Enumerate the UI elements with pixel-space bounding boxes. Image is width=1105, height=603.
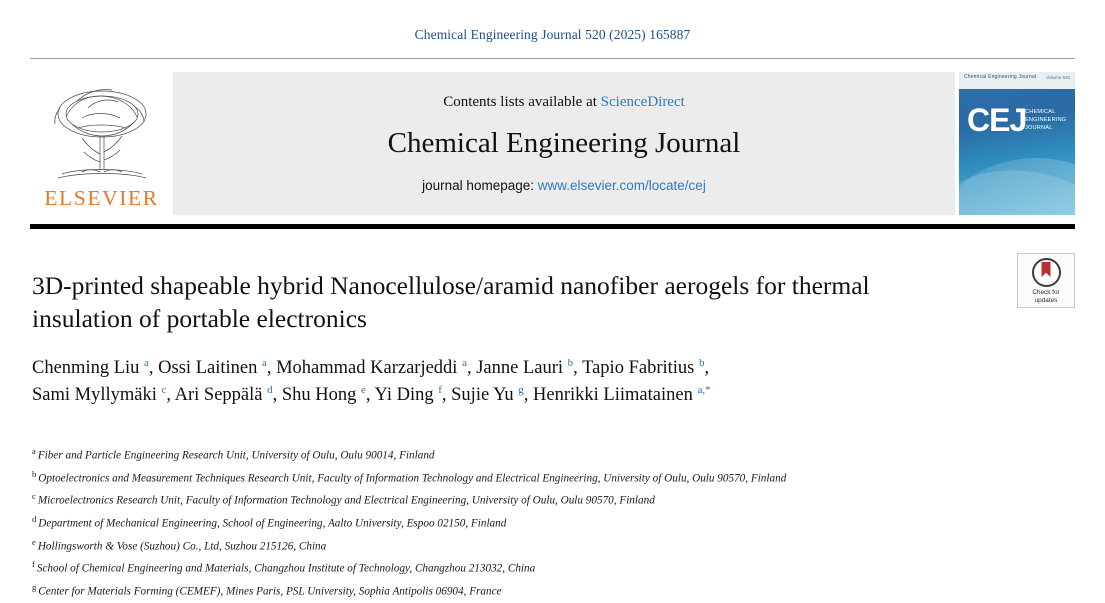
author-affiliation-marker: c	[161, 383, 167, 396]
affiliation-label: c	[32, 491, 36, 502]
affiliation-label: a	[32, 446, 36, 456]
author-name: Ari Seppälä	[174, 385, 268, 406]
author-name: Sujie Yu	[451, 385, 519, 406]
crossmark-line2: updates	[1034, 297, 1058, 304]
affiliation-text: Center for Materials Forming (CEMEF), Mines Paris, PSL University, Sophia Antipolis 06904, France	[38, 585, 502, 598]
author-name: Chenming Liu	[32, 358, 145, 379]
journal-title: Chemical Engineering Journal	[387, 127, 741, 159]
contents-prefix: Contents lists available at	[443, 94, 601, 110]
running-head: Chemical Engineering Journal 520 (2025) 165887	[414, 27, 691, 42]
author-affiliation-marker: g	[518, 383, 524, 396]
affiliation-label: d	[32, 514, 37, 525]
author-name: Tapio Fabritius	[582, 358, 699, 379]
affiliation-item	[32, 489, 1072, 512]
cover-header-title: Chemical Engineering Journal	[964, 74, 1037, 80]
affiliation-item	[32, 580, 1072, 603]
author-name: Sami Myllymäki	[32, 385, 162, 406]
author-name: Ossi Laitinen	[158, 358, 262, 379]
author-name: Mohammad Karzarjeddi	[276, 358, 463, 379]
journal-band	[173, 72, 955, 215]
affiliation-label: e	[32, 536, 36, 547]
affiliation-text: Hollingsworth & Vose (Suzhou) Co., Ltd, Suzhou 215126, China	[37, 540, 327, 553]
affiliation-item	[32, 557, 1072, 580]
author-affiliation-marker: b	[698, 357, 705, 370]
affiliation-label: g	[32, 582, 37, 593]
elsevier-logo	[30, 72, 173, 215]
author-affiliation-marker: e	[361, 383, 366, 396]
elsevier-tree-icon	[42, 84, 162, 188]
affiliation-text: Department of Mechanical Engineering, School of Engineering, Aalto University, Espoo 02150, Finland	[38, 517, 507, 530]
contents-line	[443, 94, 685, 111]
cover-subtitle: CHEMICAL ENGINEERING JOURNAL	[1025, 109, 1067, 132]
affiliation-item	[32, 512, 1072, 535]
affiliation-label: b	[32, 468, 37, 479]
affiliation-text: Optoelectronics and Measurement Techniques Research Unit, Faculty of Information Technology and Electrical Engineering, University of Oulu, Oulu 90570, Finland	[38, 472, 787, 485]
crossmark-badge[interactable]	[1017, 253, 1075, 308]
crossmark-icon	[1032, 258, 1061, 287]
journal-cover-thumbnail[interactable]	[959, 72, 1075, 215]
affiliation-item	[32, 535, 1072, 558]
author-affiliation-marker: b	[567, 357, 574, 370]
elsevier-wordmark: ELSEVIER	[44, 185, 159, 210]
affiliation-text: Microelectronics Research Unit, Faculty of Information Technology and Electrical Engineering, University of Oulu, Oulu 90570, Finland	[37, 495, 655, 508]
sciencedirect-link[interactable]: ScienceDirect	[600, 94, 685, 110]
affiliation-item	[32, 467, 1072, 490]
affiliation-label: f	[32, 559, 35, 570]
affiliation-text: Fiber and Particle Engineering Research Unit, University of Oulu, Oulu 90014, Finland	[37, 449, 435, 462]
journal-masthead	[30, 72, 1075, 215]
author-line-1: Chenming Liu $^a$, Ossi Laitinen $^a$, Mohammad Karzarjeddi $^a$, Janne Lauri $^b$, Tapio Fabritius $^b$,	[32, 357, 710, 379]
crossmark-label	[1032, 289, 1059, 305]
author-line-2: Sami Myllymäki $^c$, Ari Seppälä $^d$, Shu Hong $^e$, Yi Ding $^f$, Sujie Yu $^g$, Henrikki Liimatainen $^{a,*}$	[32, 383, 711, 406]
cover-abbrev: CEJ	[967, 102, 1027, 138]
author-affiliation-marker: d	[267, 383, 273, 396]
author-name: Shu Hong	[281, 385, 362, 406]
affiliation-item	[32, 444, 1072, 467]
author-name: Janne Lauri	[476, 358, 568, 379]
author-affiliation-marker: a,*	[697, 383, 711, 396]
affiliation-text: School of Chemical Engineering and Materials, Changzhou Institute of Technology, Changzhou 213032, China	[36, 563, 536, 576]
author-name: Yi Ding	[374, 385, 439, 406]
crossmark-line1: Check for	[1032, 289, 1060, 296]
author-affiliation-marker: a	[261, 357, 267, 370]
author-affiliation-marker: f	[438, 383, 442, 396]
affiliation-list	[32, 444, 1072, 603]
author-affiliation-marker: a	[462, 357, 467, 370]
header-divider	[30, 58, 1075, 59]
cover-header-volume: Volume 520	[1046, 75, 1070, 80]
article-title: 3D-printed shapeable hybrid Nanocellulose/aramid nanofiber aerogels for thermal insulation of portable electronics	[32, 271, 870, 333]
article-header	[32, 270, 932, 409]
author-name: Henrikki Liimatainen	[533, 385, 698, 406]
masthead-bottom-rule	[30, 224, 1075, 229]
homepage-line	[422, 178, 706, 193]
homepage-prefix: journal homepage:	[422, 178, 538, 193]
journal-homepage-link[interactable]: www.elsevier.com/locate/cej	[537, 178, 706, 193]
author-list	[32, 355, 932, 409]
author-affiliation-marker: a	[144, 357, 149, 370]
